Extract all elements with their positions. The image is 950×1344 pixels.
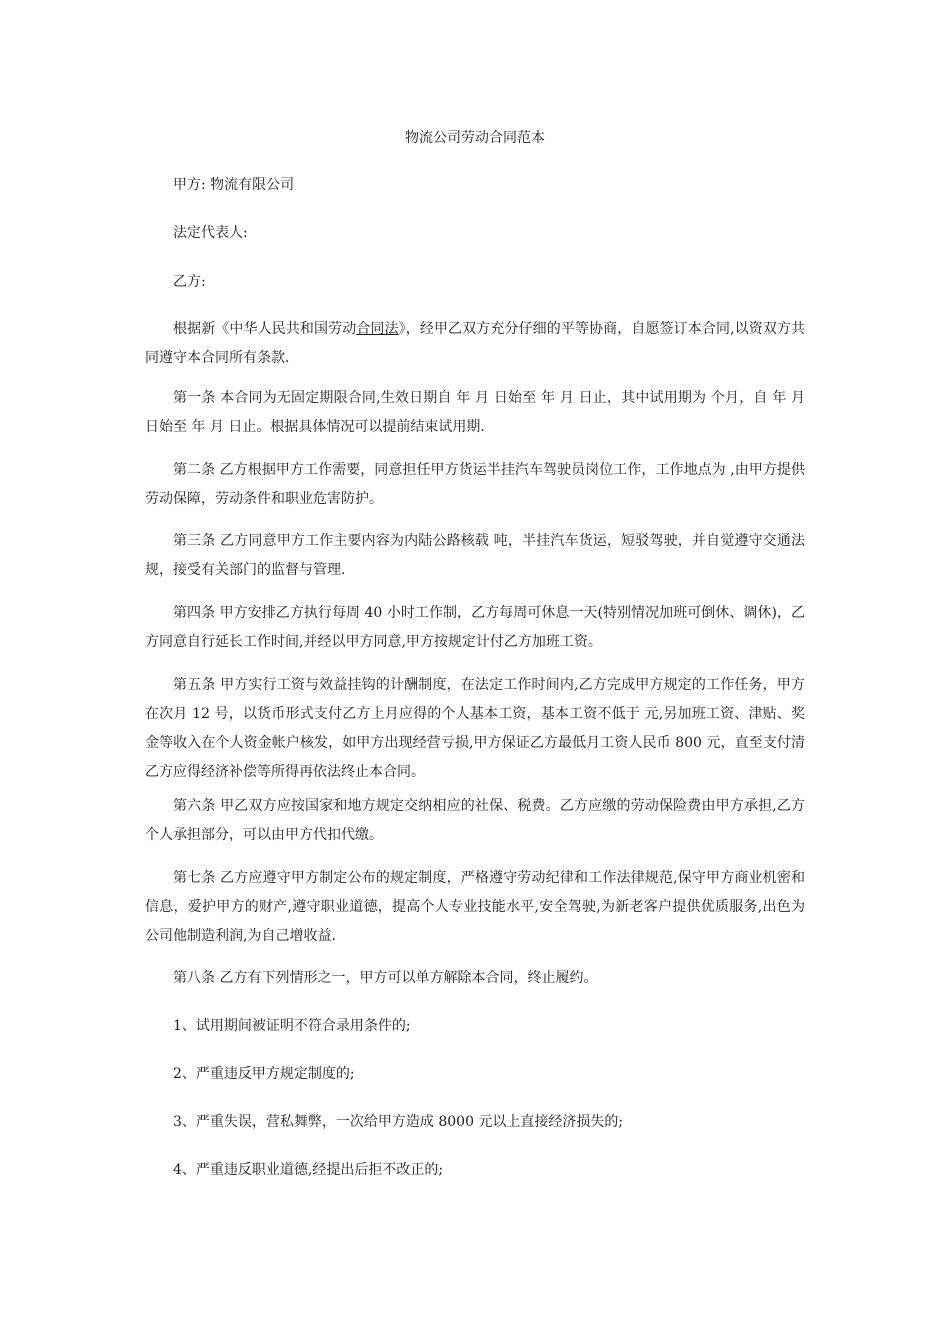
article-3: 第三条 乙方同意甲方工作主要内容为内陆公路核载 吨，半挂汽车货运，短驳驾驶，并自觉遵守交通法规，接受有关部门的监督与管理.: [145, 533, 805, 578]
article-4: 第四条 甲方安排乙方执行每周 40 小时工作制，乙方每周可休息一天(特别情况加班可倒休、调休)，乙方同意自行延长工作时间,并经以甲方同意,甲方按规定计付乙方加班工资。: [145, 605, 805, 650]
article-5: 第五条 甲方实行工资与效益挂钩的计酬制度，在法定工作时间内,乙方完成甲方规定的工作任务，甲方在次月 12 号，以货币形式支付乙方上月应得的个人基本工资，基本工资不低于 元,另加班工资、津贴、奖金等收入在个人资金帐户核发，如甲方出现经营亏损,甲方保证乙方最低月工资人民币 800 元，直至支付清乙方应得经济补偿等所得再依法终止本合同。: [145, 677, 805, 780]
preamble-text-start: 根据新《中华人民共和国劳动: [173, 321, 357, 337]
article-1: 第一条 本合同为无固定期限合同,生效日期自 年 月 日始至 年 月 日止，其中试用期为 个月，自 年 月 日始至 年 月 日止。根据具体情况可以提前结束试用期.: [145, 390, 805, 435]
party-a-line: 甲方: 物流有限公司: [173, 177, 295, 193]
article-8: 第八条 乙方有下列情形之一，甲方可以单方解除本合同，终止履约。: [173, 970, 598, 986]
clause-3: 3、严重失误，营私舞弊，一次给甲方造成 8000 元以上直接经济损失的;: [173, 1114, 624, 1130]
clause-4: 4、严重违反职业道德,经提出后拒不改正的;: [173, 1162, 444, 1178]
preamble-paragraph: [145, 315, 805, 373]
contract-law-link[interactable]: 合同法: [356, 321, 399, 337]
document-title: 物流公司劳动合同范本: [405, 130, 545, 146]
article-7: 第七条 乙方应遵守甲方制定公布的规定制度，严格遵守劳动纪律和工作法律规范,保守甲方商业机密和信息，爱护甲方的财产,遵守职业道德，提高个人专业技能水平,安全驾驶,为新老客户提供优质服务,出色为公司他制造利润,为自己增收益.: [145, 870, 805, 944]
clause-1: 1、试用期间被证明不符合录用条件的;: [173, 1018, 411, 1034]
legal-representative-line: 法定代表人:: [173, 225, 248, 241]
clause-2: 2、严重违反甲方规定制度的;: [173, 1066, 355, 1082]
article-2: 第二条 乙方根据甲方工作需要，同意担任甲方货运半挂汽车驾驶员岗位工作，工作地点为 ,由甲方提供劳动保障，劳动条件和职业危害防护。: [145, 462, 805, 507]
article-6: 第六条 甲乙双方应按国家和地方规定交纳相应的社保、税费。乙方应缴的劳动保险费由甲方承担,乙方个人承担部分，可以由甲方代扣代缴。: [145, 798, 805, 843]
preamble-text-end: 》，经甲乙双方充分仔细的平等协商，自愿签订本合同,以资双方共同遵守本合同所有条款.: [145, 321, 806, 366]
party-b-line: 乙方:: [173, 274, 206, 290]
